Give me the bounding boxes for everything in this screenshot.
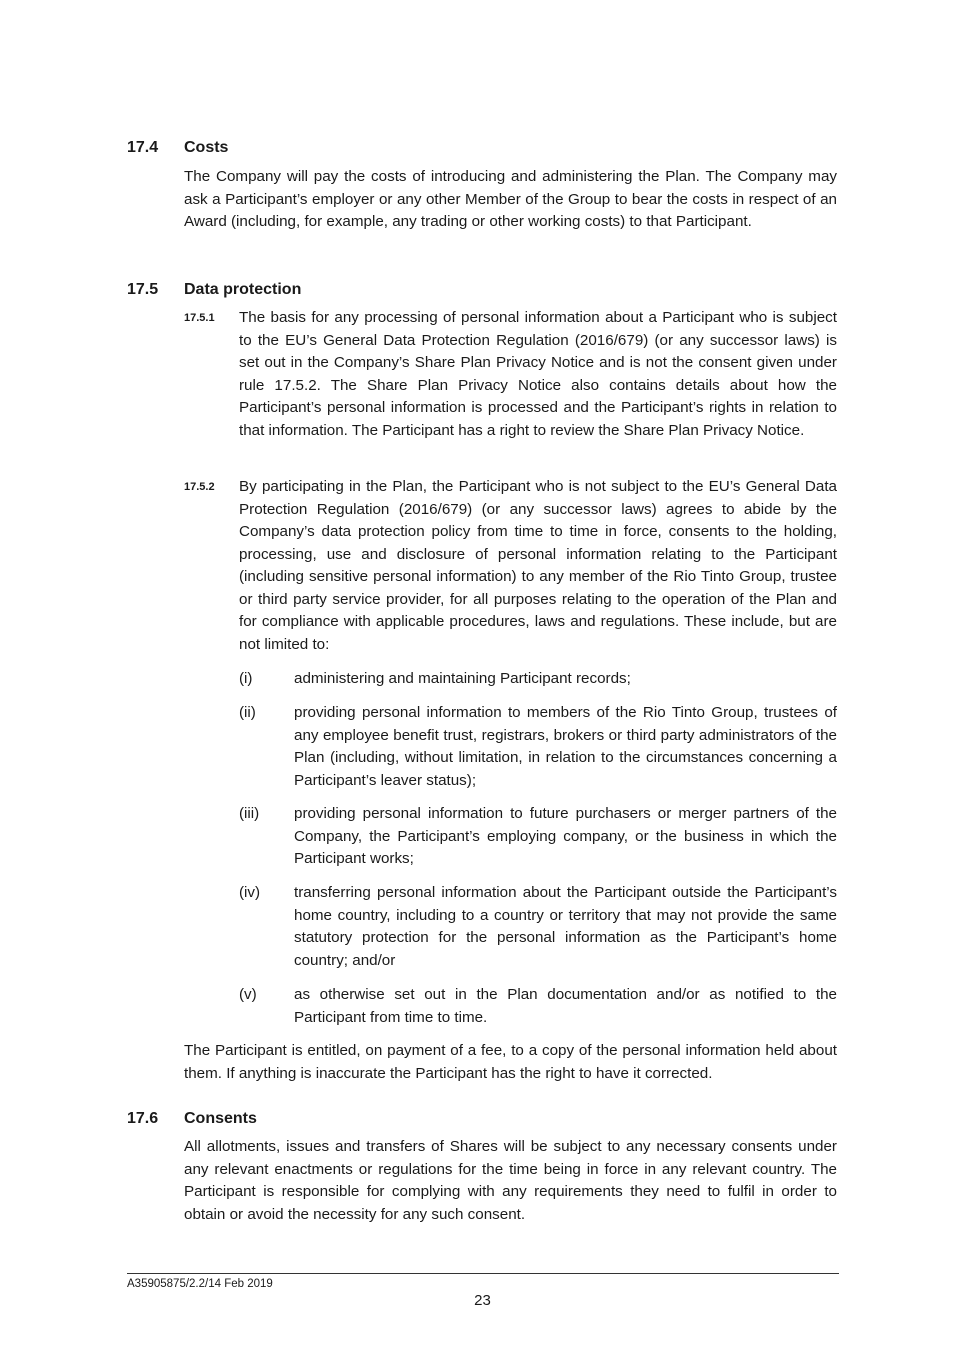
consents-paragraph: All allotments, issues and transfers of Shares will be subject to any necessary consents under any relevant enactments or regulations for the time being in force in any relevant country. The Participant is responsible for complying with any requirements they need to fulfil in order to obtain or avoid the necessity for any such consent. bbox=[184, 1138, 837, 1223]
list-item: as otherwise set out in the Plan documentation and/or as notified to the Participant from time to time. bbox=[294, 986, 837, 1026]
section-number: 17.4 bbox=[127, 139, 159, 156]
section-title: Costs bbox=[184, 139, 229, 156]
list-item: providing personal information to future purchasers or merger partners of the Company, the Participant’s employing company, or the business in which the Participant works; bbox=[294, 805, 837, 867]
list-item-label: (v) bbox=[239, 986, 257, 1003]
footer-divider bbox=[127, 1273, 839, 1274]
list-item-label: (i) bbox=[239, 670, 253, 687]
section-title: Consents bbox=[184, 1110, 257, 1127]
list-item: providing personal information to members of the Rio Tinto Group, trustees of any employee benefit trust, registrars, brokers or third party administrators of the Plan (including, without limitation, in relation to the circumstances concerning a Participant’s leaver status); bbox=[294, 704, 837, 789]
list-item-label: (ii) bbox=[239, 704, 256, 721]
list-item-label: (iv) bbox=[239, 884, 261, 901]
data-protection-closing-paragraph: The Participant is entitled, on payment of a fee, to a copy of the personal information held about them. If anything is inaccurate the Participant has the right to have it corrected. bbox=[184, 1042, 837, 1082]
subsection-paragraph: By participating in the Plan, the Participant who is not subject to the EU’s General Data Protection Regulation (2016/679) (or any successor laws) agrees to abide by the Company’s data protection policy from time to time in force, consents to the holding, processing, use and disclosure of personal information relating to the Participant (including sensitive personal information) to any member of the Rio Tinto Group, trustee or third party service provider, for all purposes relating to the operation of the Plan and for compliance with applicable procedures, laws and regulations. These include, but are not limited to: bbox=[239, 478, 837, 653]
costs-paragraph: The Company will pay the costs of introducing and administering the Plan. The Company may ask a Participant’s employer or any other Member of the Group to bear the costs in respect of an Award (including, for example, any trading or other working costs) to that Participant. bbox=[184, 168, 837, 230]
subsection-number: 17.5.1 bbox=[184, 312, 215, 324]
subsection-number: 17.5.2 bbox=[184, 481, 215, 493]
section-number: 17.6 bbox=[127, 1110, 159, 1127]
footer-reference: A35905875/2.2/14 Feb 2019 bbox=[127, 1278, 273, 1290]
page-number: 23 bbox=[474, 1292, 491, 1309]
section-number: 17.5 bbox=[127, 281, 159, 298]
section-title: Data protection bbox=[184, 281, 302, 298]
list-item-label: (iii) bbox=[239, 805, 260, 822]
list-item: administering and maintaining Participant records; bbox=[294, 670, 631, 687]
list-item: transferring personal information about the Participant outside the Participant’s home country, including to a country or territory that may not provide the same statutory protection for the personal information as the Participant’s home country; and/or bbox=[294, 884, 837, 969]
subsection-paragraph: The basis for any processing of personal information about a Participant who is subject to the EU’s General Data Protection Regulation (2016/679) (or any successor laws) is set out in the Company’s Share Plan Privacy Notice and is not the consent given under rule 17.5.2. The Share Plan Privacy Notice also contains details about how the Participant’s personal information is processed and the Participant’s rights in relation to that information. The Participant has a right to review the Share Plan Privacy Notice. bbox=[239, 309, 837, 439]
